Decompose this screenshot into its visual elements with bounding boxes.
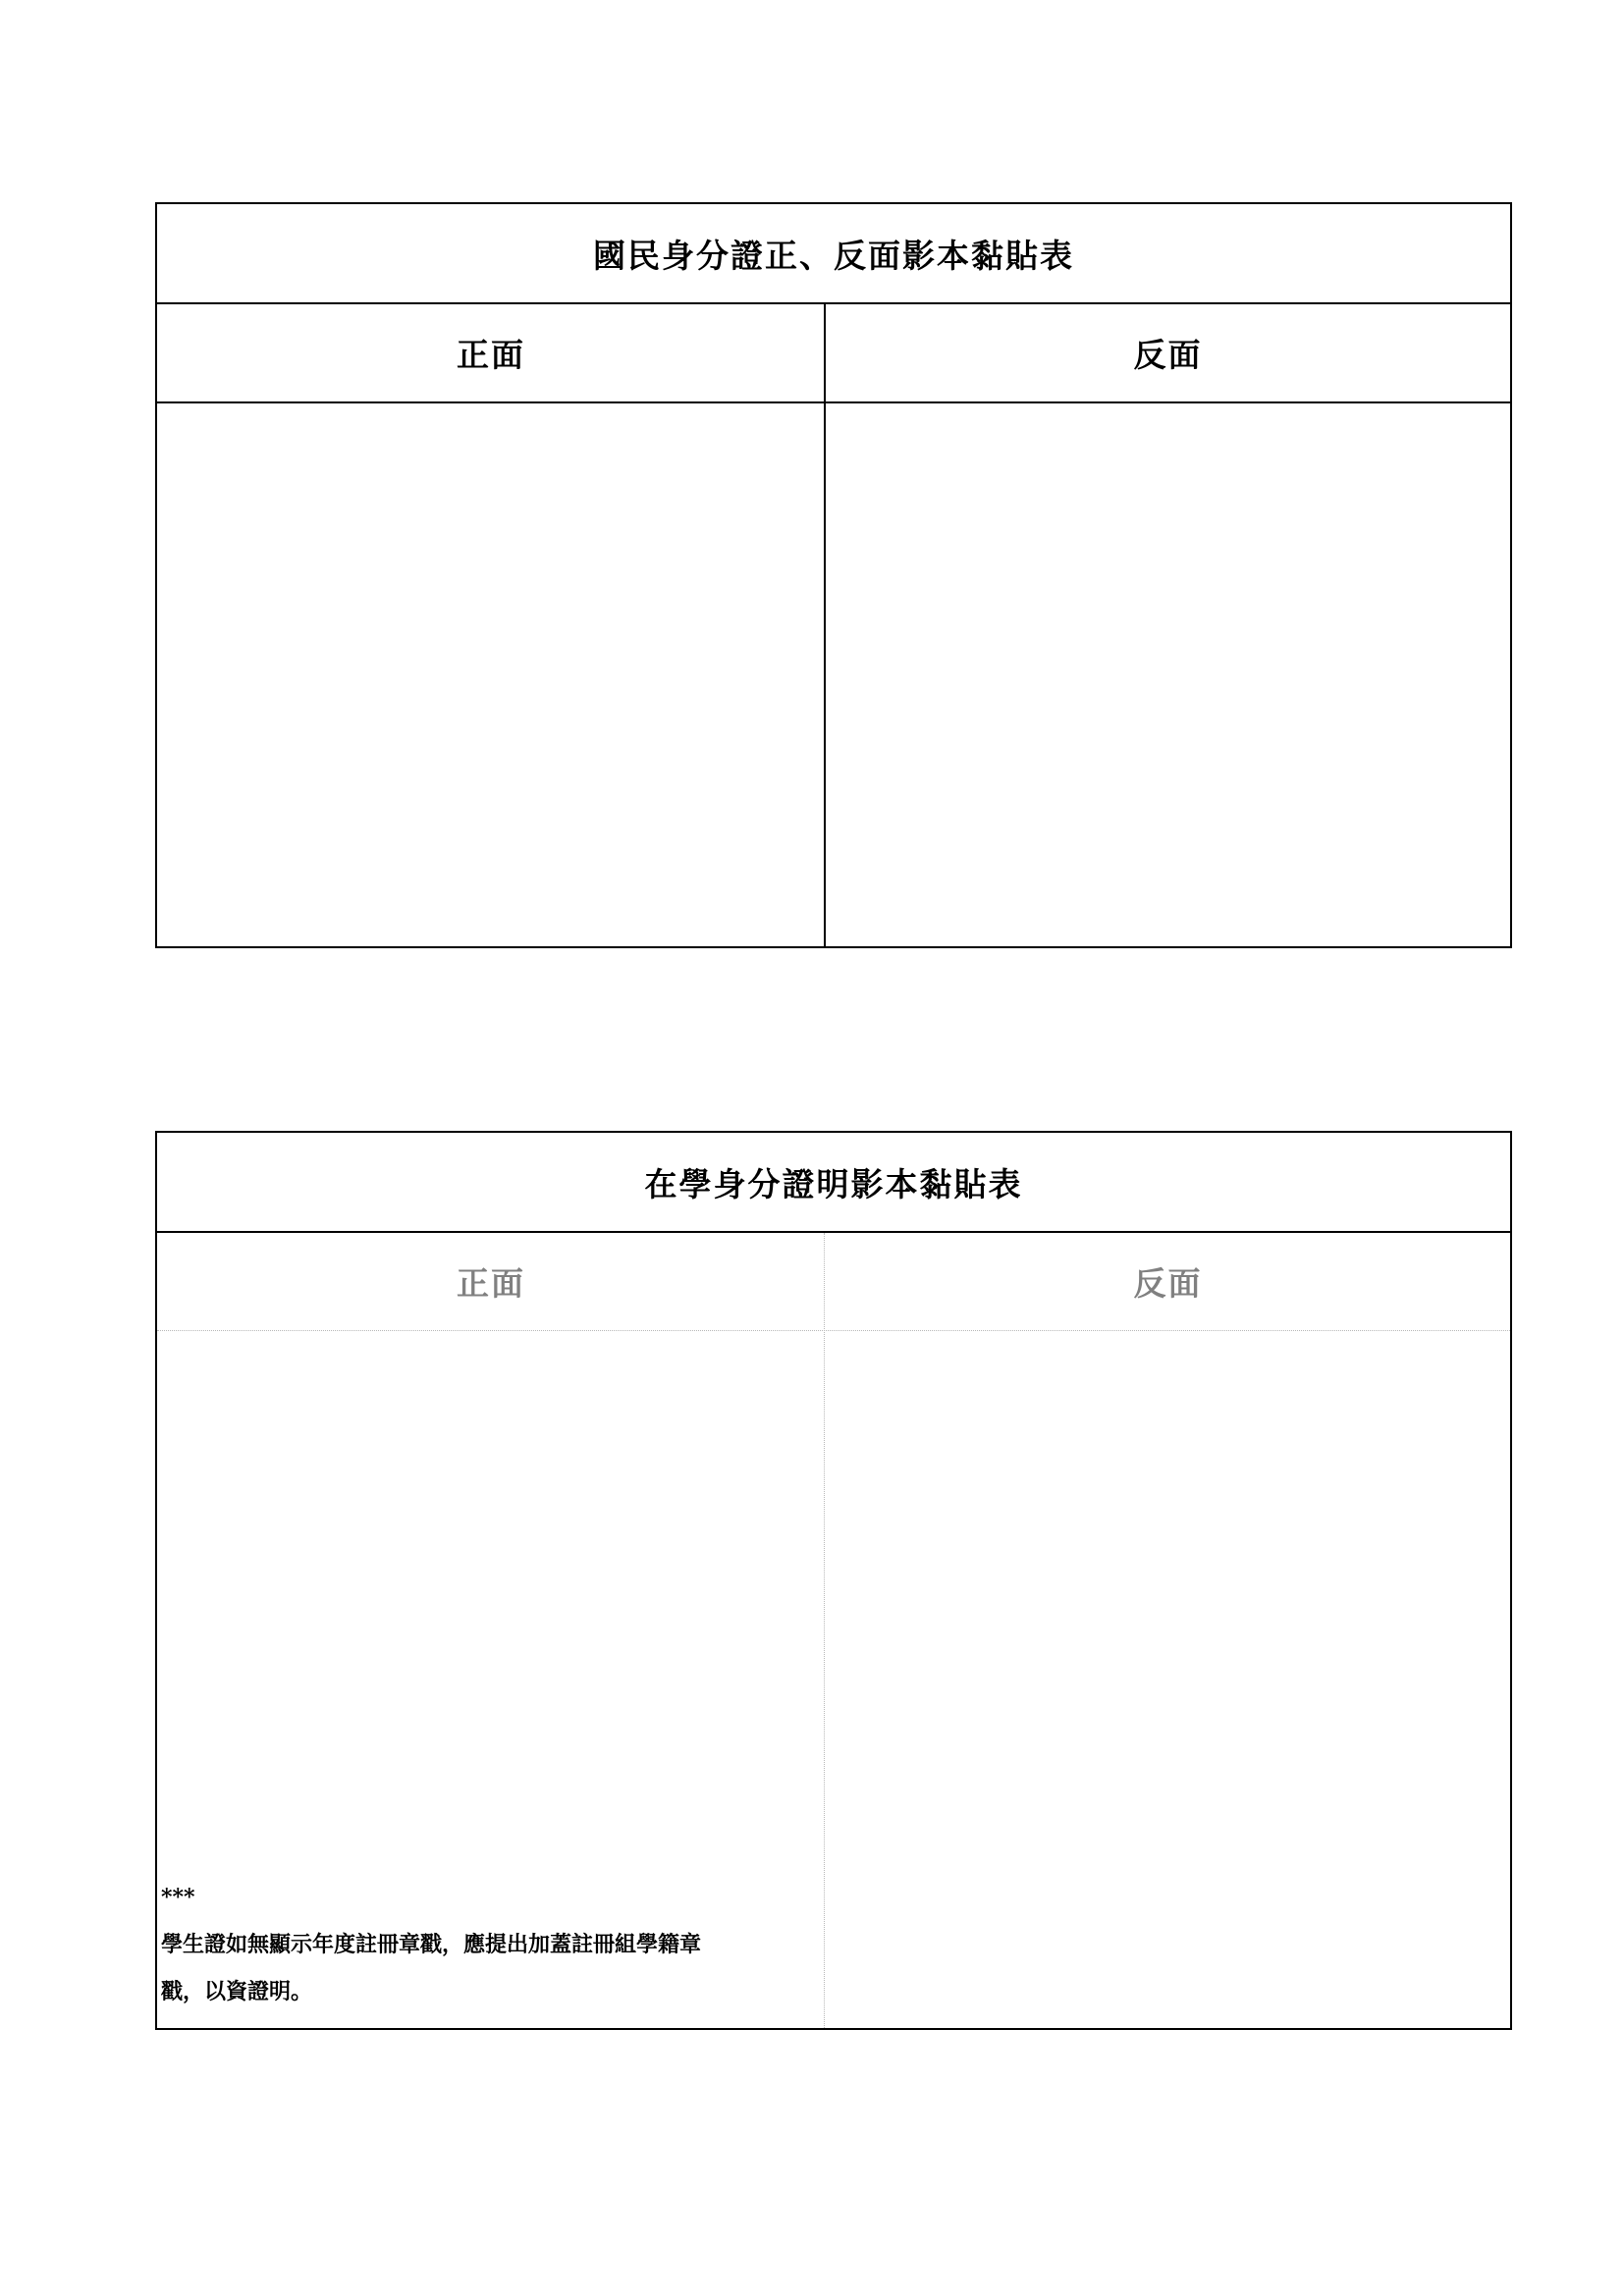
student-id-front-paste-area	[157, 1332, 824, 2028]
student-id-front-header: 正面	[457, 1264, 525, 1303]
id-card-paste-table	[155, 202, 1512, 948]
header-divider	[157, 1330, 1510, 1331]
note-line-1: 學生證如無顯示年度註冊章戳，應提出加蓋註冊組學籍章	[161, 1932, 702, 1957]
note-line-2: 戳，以資證明。	[161, 1979, 313, 2004]
id-card-back-header: 反面	[1133, 336, 1203, 374]
column-divider	[824, 1233, 825, 2028]
student-id-table-title: 在學身分證明影本黏貼表	[644, 1165, 1023, 1203]
id-card-back-paste-area	[826, 403, 1510, 946]
registration-stamp-note	[161, 1874, 789, 2015]
student-id-paste-table	[155, 1131, 1512, 2030]
id-card-front-paste-area	[157, 403, 824, 946]
id-card-table-title: 國民身分證正、反面影本黏貼表	[593, 237, 1074, 275]
note-marker: ***	[161, 1885, 195, 1910]
student-id-back-header: 反面	[1133, 1264, 1203, 1303]
student-id-back-paste-area	[826, 1332, 1510, 2028]
id-card-front-header: 正面	[457, 336, 525, 374]
